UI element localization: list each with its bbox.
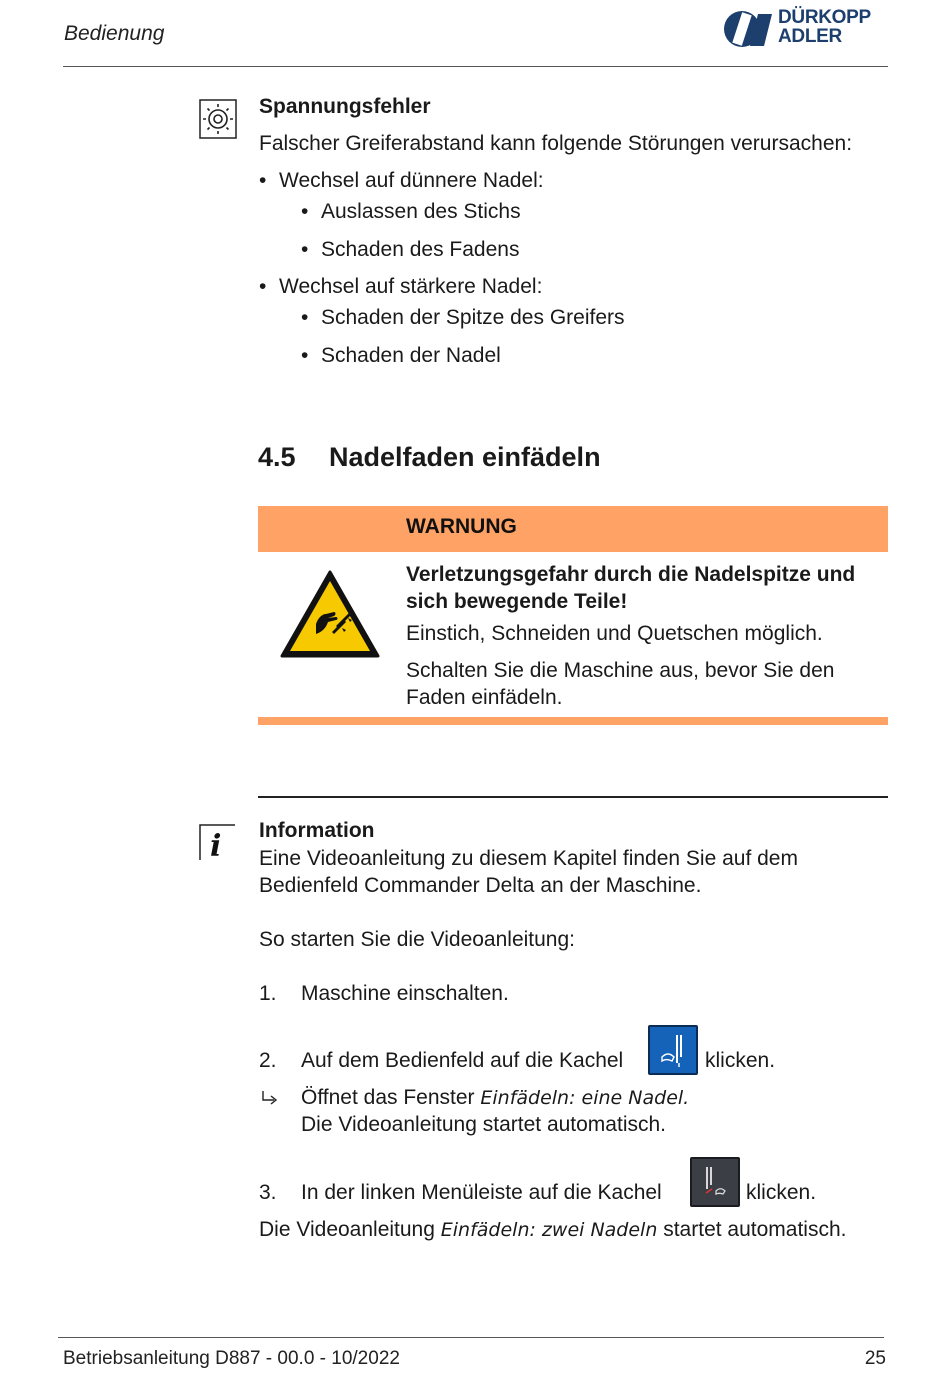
step-number: 3. bbox=[259, 1181, 277, 1204]
warning-headline-line-2: sich bewegende Teile! bbox=[406, 590, 628, 613]
final-suffix: startet automatisch. bbox=[657, 1218, 847, 1241]
list-item: • Wechsel auf dünnere Nadel: bbox=[279, 169, 544, 193]
result-arrow-icon bbox=[259, 1088, 281, 1110]
hand-injury-warning-icon bbox=[278, 568, 382, 660]
section-number: 4.5 bbox=[258, 442, 296, 472]
step-text-after: klicken. bbox=[746, 1181, 817, 1204]
warning-header-bar bbox=[258, 506, 888, 552]
header-section-title: Bedienung bbox=[64, 22, 165, 45]
result-suffix: . bbox=[683, 1087, 690, 1109]
header-rule bbox=[63, 66, 888, 67]
logo-line-2: ADLER bbox=[778, 26, 842, 47]
information-intro: So starten Sie die Videoanleitung: bbox=[259, 928, 576, 951]
tension-error-title: Spannungsfehler bbox=[259, 95, 431, 118]
result-line-1 bbox=[301, 1086, 689, 1110]
footer-rule bbox=[58, 1337, 884, 1338]
threading-tile-glyph-icon bbox=[650, 1027, 696, 1073]
information-line-2: Bedienfeld Commander Delta an der Maschine. bbox=[259, 874, 702, 897]
list-item: • Schaden der Nadel bbox=[321, 344, 501, 368]
information-icon bbox=[199, 823, 237, 861]
gear-warning-icon bbox=[199, 99, 237, 139]
step-number: 2. bbox=[259, 1049, 277, 1072]
warning-text-2-line-1: Schalten Sie die Maschine aus, bevor Sie den bbox=[406, 659, 835, 682]
list-item: • Auslassen des Stichs bbox=[321, 200, 521, 224]
list-item: • Wechsel auf stärkere Nadel: bbox=[279, 275, 542, 299]
section-title: Nadelfaden einfädeln bbox=[329, 442, 601, 472]
brand-logo-mark-icon bbox=[722, 8, 776, 50]
result-window-name: Einfädeln: eine Nadel bbox=[480, 1087, 684, 1109]
warning-text-1: Einstich, Schneiden und Quetschen möglich. bbox=[406, 622, 823, 645]
two-needles-tile-icon bbox=[690, 1157, 740, 1207]
list-item: • Schaden des Fadens bbox=[321, 238, 519, 262]
threading-tile-icon bbox=[648, 1025, 698, 1075]
result-line-2: Die Videoanleitung startet automatisch. bbox=[301, 1113, 666, 1136]
warning-label: WARNUNG bbox=[406, 515, 517, 538]
footer-document-reference: Betriebsanleitung D887 - 00.0 - 10/2022 bbox=[63, 1348, 400, 1369]
step-number: 1. bbox=[259, 982, 277, 1005]
two-needles-tile-glyph-icon bbox=[692, 1159, 738, 1205]
tension-error-intro: Falscher Greiferabstand kann folgende Störungen verursachen: bbox=[259, 132, 853, 155]
step-text-after: klicken. bbox=[705, 1049, 776, 1072]
list-item: • Schaden der Spitze des Greifers bbox=[321, 306, 625, 330]
final-prefix: Die Videoanleitung bbox=[259, 1218, 441, 1241]
logo-line-1: DÜRKOPP bbox=[778, 7, 871, 28]
step-text: In der linken Menüleiste auf die Kachel bbox=[301, 1181, 662, 1204]
result-prefix: Öffnet das Fenster bbox=[301, 1086, 481, 1109]
page-number: 25 bbox=[864, 1348, 886, 1369]
final-result-line bbox=[259, 1218, 846, 1242]
final-window-name: Einfädeln: zwei Nadeln bbox=[440, 1219, 658, 1241]
step-text: Maschine einschalten. bbox=[301, 982, 509, 1005]
svg-text:i: i bbox=[210, 829, 222, 861]
brand-logo bbox=[722, 8, 892, 52]
warning-text-2-line-2: Faden einfädeln. bbox=[406, 686, 563, 709]
step-text: Auf dem Bedienfeld auf die Kachel bbox=[301, 1049, 624, 1072]
warning-headline-line-1: Verletzungsgefahr durch die Nadelspitze und bbox=[406, 563, 856, 586]
information-title: Information bbox=[259, 819, 375, 842]
information-rule bbox=[258, 796, 888, 798]
warning-bottom-bar bbox=[258, 717, 888, 725]
information-line-1: Eine Videoanleitung zu diesem Kapitel finden Sie auf dem bbox=[259, 847, 798, 870]
